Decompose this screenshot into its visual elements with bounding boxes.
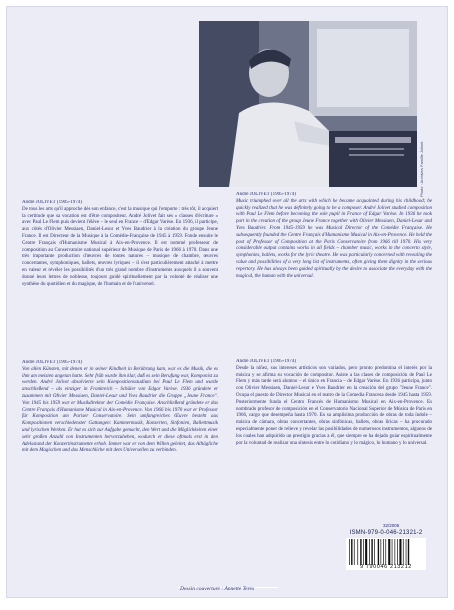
barcode-bar (369, 539, 370, 565)
french-biography (22, 200, 218, 360)
german-biography (22, 360, 218, 525)
cover-design-credit: Dessin couverture : Annette Teres (180, 586, 255, 592)
spanish-biography (236, 359, 432, 521)
ismn-number: ISMN-979-0-046-21321-2 (349, 530, 423, 536)
barcode-bar (357, 539, 358, 565)
barcode-bar (385, 539, 386, 565)
barcode-bar (392, 539, 393, 565)
english-heading: André JOLIVET (1905-1974) (236, 192, 296, 197)
german-heading: André JOLIVET (1905-1974) (22, 360, 82, 365)
barcode-bars (346, 538, 426, 566)
barcode-bar (406, 539, 407, 565)
barcode-block (337, 530, 435, 580)
barcode-bar (363, 539, 364, 565)
back-cover (6, 6, 448, 598)
barcode-bar (403, 539, 404, 565)
english-text: Music triumphed over all the arts with which he became acquainted during his childhood; he quickly realized that he was definitely going to be a composer. André Jolivet studied composition with Paul Le Flem before becoming the sole pupil in France of Edgar Varèse. In 1936 he took part in the creation of the group Jeune France together with Olivier Messiaen, Daniel-Lesur and Yves Baudrier. From 1945-1959 he was Musical Director of the Comédie Française. He subsequently founded the Centre Français d'Humanisme Musical in Aix-en-Provence. He held the post of Professor of Composition at the Paris Conservatoire from 1966 till 1970. His very considerable output contains works in all fields – chamber music, works in the concerto style, symphonies, ballets, works for the lyric theatre. He was particularly concerned with revealing the value and possibilities of a very long list of instruments, often giving them dignity in the serious repertory. He has always been guided spiritually by the desire to associate the everyday with the magical, the human with the universal. (236, 198, 432, 279)
barcode-bar (374, 539, 375, 565)
barcode-bar (388, 539, 390, 565)
french-heading: André JOLIVET (1905-1974) (22, 200, 82, 205)
catalog-code: 32/2006 (383, 523, 400, 528)
spanish-heading: André JOLIVET (1905-1974) (236, 359, 296, 364)
photo-illustration (199, 21, 417, 187)
barcode-bar (399, 539, 401, 565)
barcode-bar (360, 539, 361, 565)
photo-credit: Photo : Archives Famille Jolivet (419, 141, 424, 197)
spanish-text: Desde la niñez, sus intereses artísticos son variados, pero pronto predomina el interés por la música y se afirma su vocación de compositor. Asiste a las clases de composición de Paul Le Flem y más tarde será alumno – el único en Francia – de Edgar Varèse. En 1936 participa, junto con Olivier Messiaen, Daniel-Lesur e Yves Baudrier en la creación del grupo "Jeune France". Ocupa el puesto de Director Musical en el teatro de la Comedia Francesa desde 1945 hasta 1959. Posteriormente funda el Centro Francés de Humanismo Musical en Aix-en-Provence. Es nombrado profesor de composición en el Conservatorio Nacional Superior de Música de París en 1966, cargo que desempeña hasta 1970. En su amplísima producción de obras de toda índole – música de cámara, obras concertantes, obras sinfónicas, ballets, obras líricas – ha procurado especialmente poner de relieve y revelar las posibilidades de numerosos instrumentos, algunos de los cuales han adquirido un prestigio gracias a él, que siempre se ha dejado guiar espiritualmente por la voluntad de realizar una síntesis entre lo cotidiano y lo mágico, lo humano y lo universal. (236, 365, 432, 446)
barcode-bar (354, 539, 355, 565)
barcode-bar (351, 539, 352, 565)
barcode (346, 538, 426, 570)
barcode-bar (395, 539, 396, 565)
barcode-bar (381, 539, 382, 565)
barcode-bar (349, 539, 350, 565)
barcode-bar (378, 539, 379, 565)
english-biography (236, 192, 432, 348)
composer-photo (199, 21, 417, 187)
german-text: Von allen Künsten, mit denen er in seiner Kindheit in Berührung kam, war es die Musik, die es ihm am meisten angetan hatte. Sehr früh wurde ihm klar, daß es sein Berufung war, Komponist zu werden. André Jolivet absolvierte sein Kompositionsstudium bei Paul Le Flem und wurde anschließend – als einziger in Frankreich – Schüler von Edgar Varèse. 1936 gründete er zusammen mit Olivier Messiaen, Daniel-Lesur und Yves Baudrier die Gruppe „Jeune France". Von 1945 bis 1959 war er Musikdirektor der Comédie Française. Anschließend gründete er das Centre Français d'Humanisme Musical in Aix-en-Provence. Von 1966 bis 1970 war er Professor für Komposition am Pariser Conservatoire. Sein umfangreiches Œuvre besteht aus Kompositionen verschiedenster Gattungen: Kammermusik, Konzerten, Sinfonien, Ballettmusik und lyrischen Werken. Er hat es sich zur Aufgabe gemacht, den Wert und die Möglichkeiten einer sehr großen Anzahl von Instrumenten hervorzuheben, wodurch er diese oftmals erst in den Adelsstand der Konzertinstrumente erhob. Immer war er von dem Willen geleitet, das Alltägliche mit dem Magischen und das Menschliche mit dem Universellen zu verbinden. (22, 366, 218, 454)
barcode-bar (383, 539, 384, 565)
barcode-bar (365, 539, 367, 565)
barcode-bar (397, 539, 398, 565)
barcode-digits: 9 790046 213212 (346, 564, 426, 570)
french-text: De tous les arts qu'il approche dès son enfance, c'est la musique qui l'emporte : très tôt, il acquiert la certitude que sa vocation est d'être compositeur. André Jolivet fait ses « classes d'écriture » avec Paul Le Flem puis devient l'élève – le seul en France – d'Edgar Varèse. En 1936, il participe, aux côtés d'Olivier Messiaen, Daniel-Lesur et Yves Baudrier à la création du groupe Jeune France. Il est Directeur de la Musique à la Comédie-Française de 1945 à 1959. Fonde ensuite le Centre Français d'Humanisme Musical à Aix-en-Provence. Il est nommé professeur de composition au Conservatoire national supérieur de Musique de Paris de 1966 à 1970. Dans une très importante production d'œuvres de toutes natures – musique de chambre, œuvres concertantes, symphoniques, ballets, œuvres lyriques – il s'est particulièrement attaché à mettre en valeur et révéler les possibilités d'un très grand nombre d'instruments auxquels il a souvent donné leurs lettres de noblesse, toujours guidé spirituellement par la volonté de réaliser une synthèse du quotidien et du magique, de l'humain et de l'universel. (22, 206, 218, 287)
barcode-bar (408, 539, 409, 565)
barcode-bar (371, 539, 372, 565)
